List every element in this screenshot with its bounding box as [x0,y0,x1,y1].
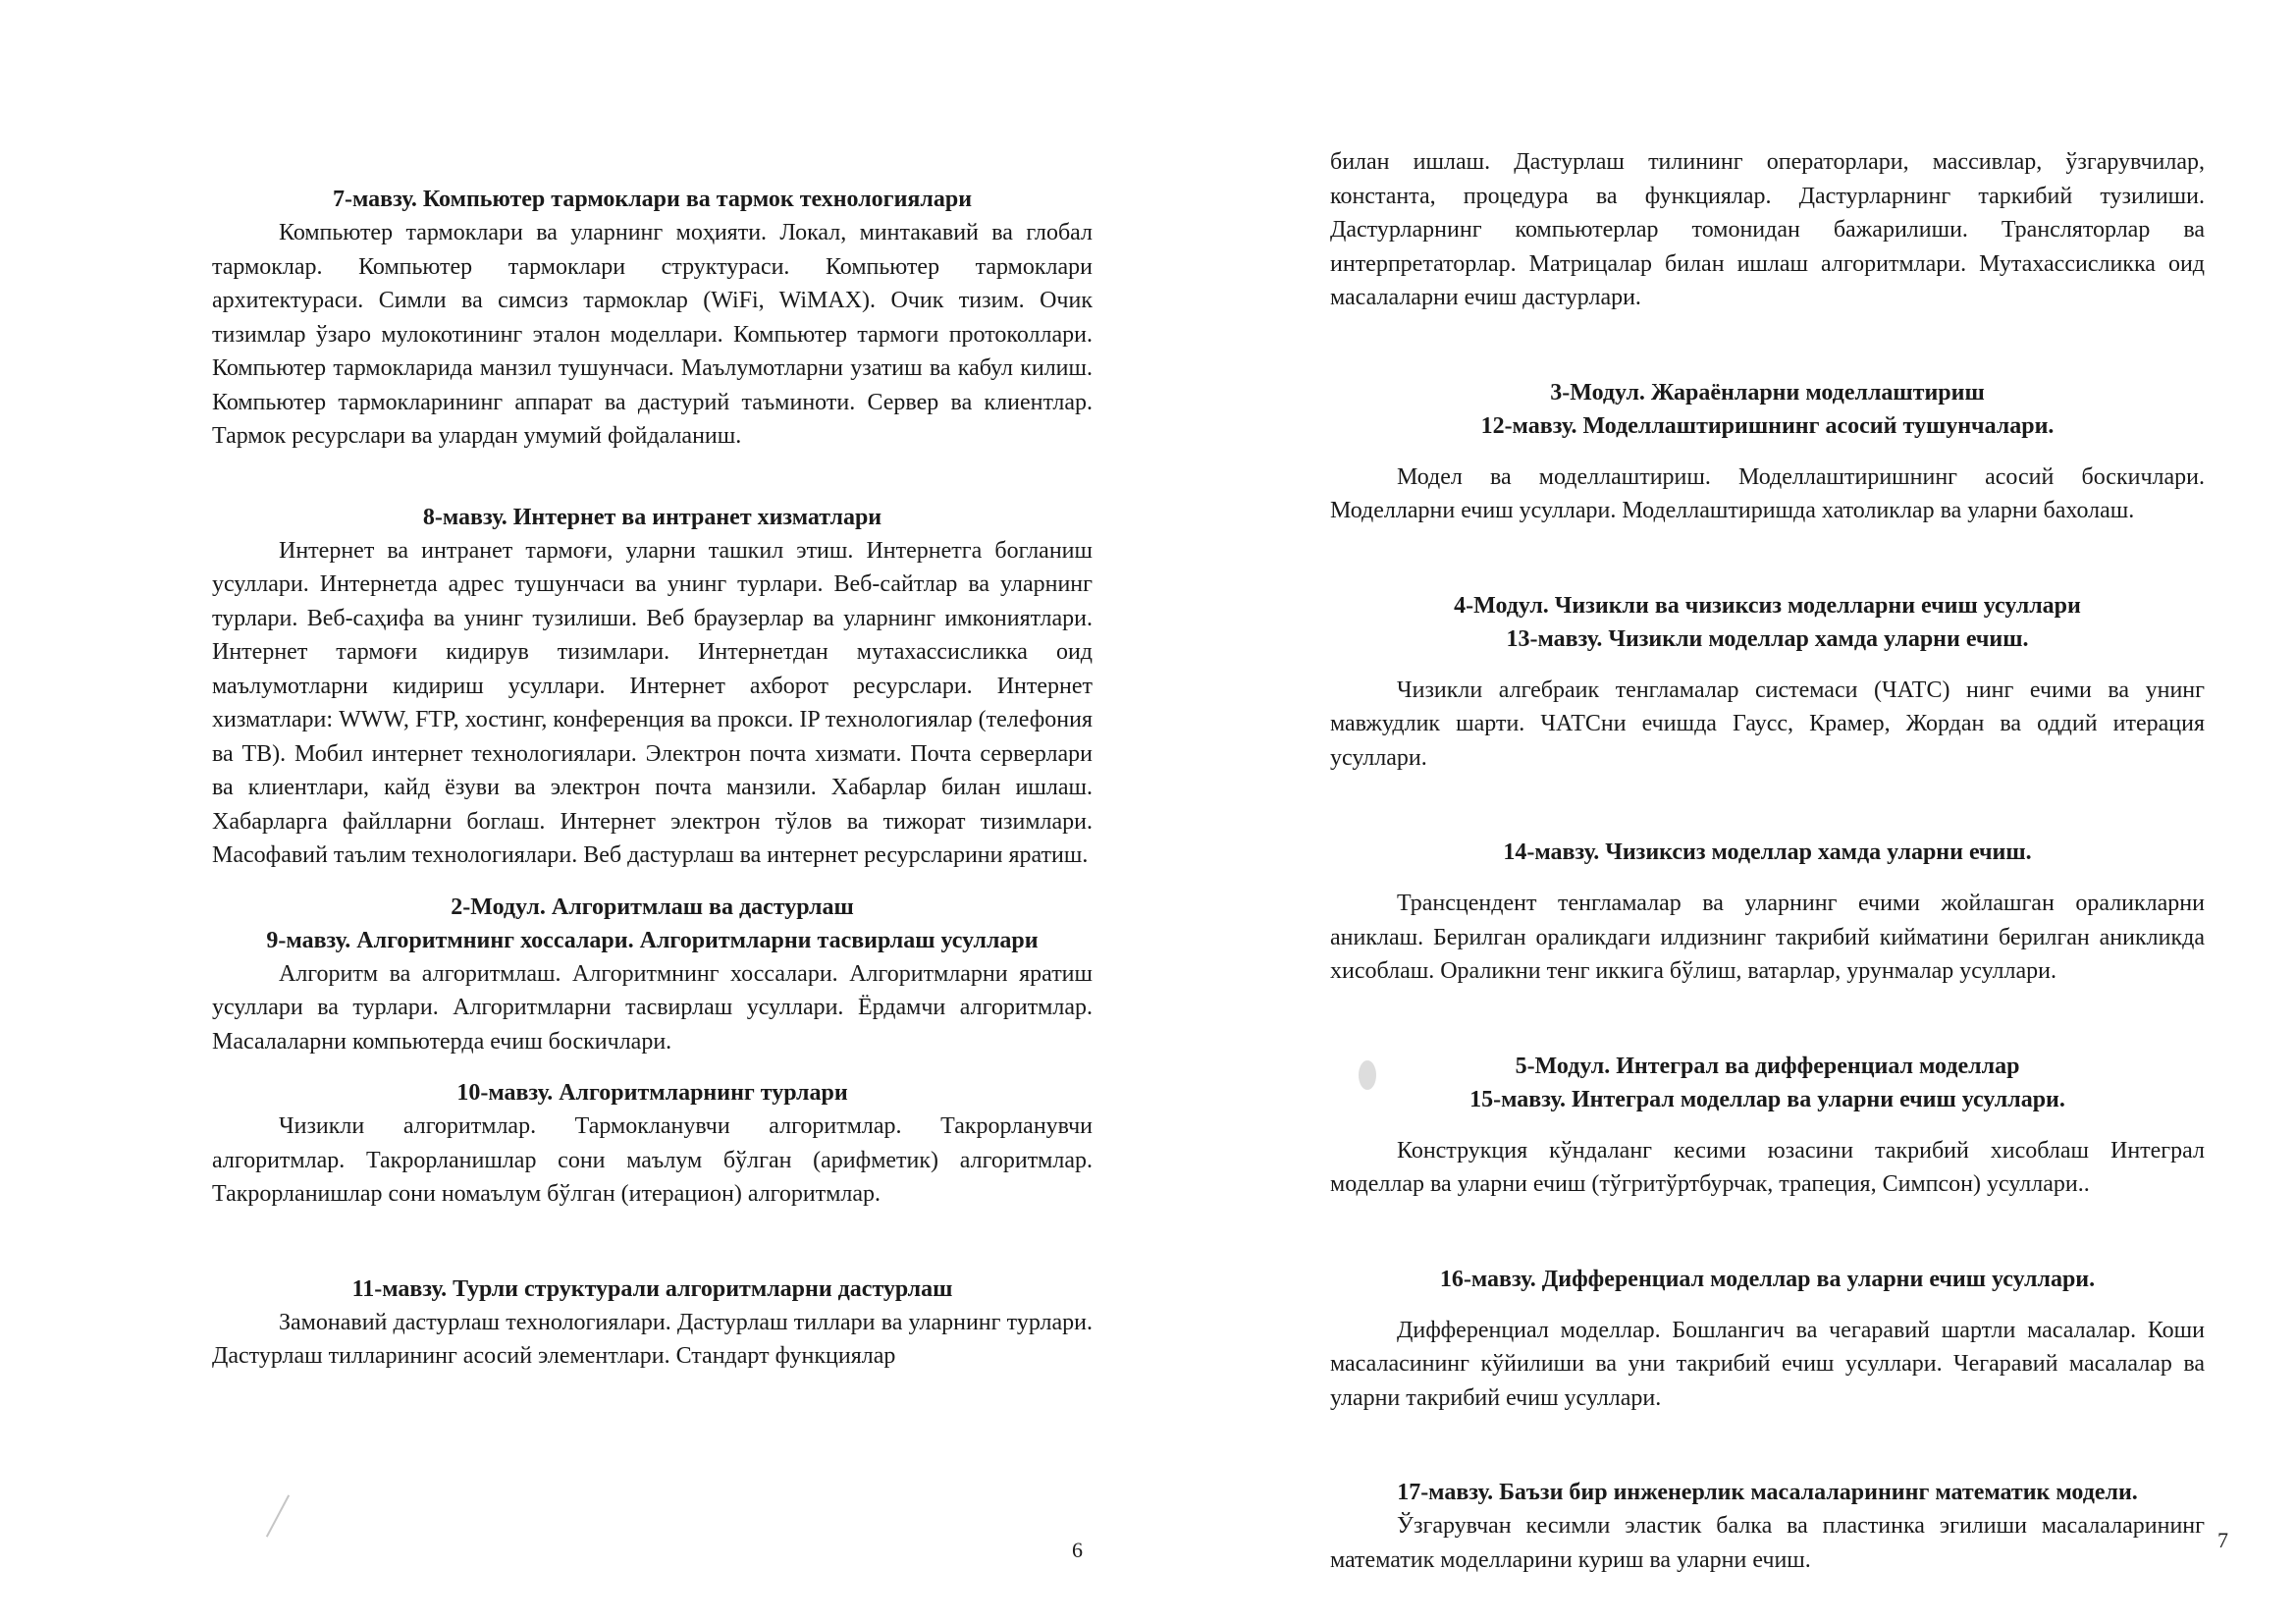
section-heading: 3-Модул. Жараёнларни моделлаштириш [1550,379,1985,406]
spacer [1330,775,2205,836]
section-heading: 15-мавзу. Интеграл моделлар ва уларни ечиш усуллари. [1469,1086,2065,1112]
right-page [1147,0,2296,1624]
spacer [212,1058,1093,1076]
spacer [212,454,1093,501]
spacer [1330,1202,2205,1263]
left-page-content [212,183,1093,1374]
spacer [1330,315,2205,376]
spacer [1330,1415,2205,1476]
left-page [0,0,1147,1624]
section-heading: 17-мавзу. Баъзи бир инженерлик масалаларининг математик модели. [1397,1480,2138,1505]
section-heading: 8-мавзу. Интернет ва интранет хизматлари [422,504,882,530]
body-paragraph: Чизикли алгоритмлар. Тармокланувчи алгоритмлар. Такрорланувчи алгоритмлар. Такрорланишлар сони маълум бўлган (арифметик) алгоритмлар. Такрорланишлар сони номаълум бўлган (итерацион) алгоритмлар. [212,1113,1093,1207]
right-page-content [1330,145,2205,1577]
section-heading: 9-мавзу. Алгоритмнинг хоссалари. Алгоритмларни тасвирлаш усуллари [266,927,1039,953]
spacer [212,1212,1093,1272]
spacer [1330,1116,2205,1134]
body-paragraph: билан ишлаш. Дастурлаш тилининг операторлари, массивлар, ўзгарувчилар, константа, процедура ва функциялар. Дастурларнинг таркибий тузилиши. Дастурларнинг компьютерлар томонидан бажарилиши. Трансляторлар ва интерпретаторлар. Матрицалар билан ишлаш алгоритмлари. Мутахассисликка оид масалаларни ечиш дастурлари. [1330,149,2205,310]
body-paragraph: Дифференциал моделлар. Бошлангич ва чегаравий шартли масалалар. Коши масаласининг кўйилиши ва уни такрибий ечиш усуллари. Чегаравий масалалар ва уларни такрибий ечиш усуллари. [1330,1317,2205,1411]
body-paragraph: Трансцендент тенгламалар ва уларнинг ечими жойлашган ораликларни аниклаш. Берилган ораликдаги илдизнинг такрибий кийматини берилган аникликда хисоблаш. Ораликни тенг иккига бўлиш, ватарлар, урунмалар усуллари. [1330,891,2205,984]
spacer [1330,443,2205,460]
body-paragraph: Чизикли алгебраик тенгламалар системаси (ЧАТС) нинг ечими ва унинг мавжудлик шарти. ЧАТСни ечишда Гаусс, Крамер, Жордан ва оддий итерация усуллари. [1330,677,2205,771]
body-paragraph: Компьютер тармоклари ва уларнинг моҳияти. Локал, минтакавий ва глобал тармоклар. Компьютер тармоклари структураси. Компьютер тармоклари архитектураси. Симли ва симсиз тармоклар (WiFi, WiMAX). Очик тизим. Очик тизимлар ўзаро мулокотининг эталон моделлари. Компьютер тармоги протоколлари. Компьютер тармокларида манзил тушунчаси. Маълумотларни узатиш ва кабул килиш. Компьютер тармокларининг аппарат ва дастурий таъминоти. Сервер ва клиентлар. Тармок ресурслари ва улардан умумий фойдаланиш. [212,220,1093,449]
spacer [1330,528,2205,589]
section-heading: 16-мавзу. Дифференциал моделлар ва уларни ечиш усуллари. [1439,1266,2096,1292]
body-paragraph: Модел ва моделлаштириш. Моделлаштиришнинг асосий боскичлари. Моделларни ечиш усуллари. Моделлаштиришда хатоликлар ва уларни бахолаш. [1330,463,2205,523]
body-paragraph: Замонавий дастурлаш технологиялари. Дастурлаш тиллари ва уларнинг турлари. Дастурлаш тилларининг асосий элементлари. Стандарт функциялар [212,1309,1093,1369]
body-paragraph: Интернет ва интранет тармоғи, уларни ташкил этиш. Интернетга богланиш усуллари. Интернетда адрес тушунчаси ва унинг турлари. Веб-сайтлар ва уларнинг турлари. Веб-саҳифа ва унинг тузилиши. Веб браузерлар ва уларнинг имкониятлари. Интернет тармоғи кидирув тизимлари. Интернетдан мутахассисликка оид маълумотларни кидириш усуллари. Интернет ахборот ресурслари. Интернет хизматлари: WWW, FTP, хостинг, конференция ва прокси. IP технологиялар (телефония ва ТВ). Мобил интернет технологиялари. Электрон почта хизмати. Почта серверлари ва клиентлари, кайд ёзуви ва электрон почта манзили. Хабарлар билан ишлаш. Хабарларга файлларни боглаш. Интернет электрон тўлов ва тижорат тизимлари. Масофавий таълим технологиялари. Веб дастурлаш ва интернет ресурсларини яратиш. [212,537,1093,868]
spacer [1330,989,2205,1050]
section-heading: 13-мавзу. Чизикли моделлар хамда уларни ечиш. [1506,625,2029,652]
ink-smudge [1359,1060,1376,1090]
body-paragraph: Ўзгарувчан кесимли эластик балка ва пластинка эгилиши масалаларининг математик моделларини куриш ва уларни ечиш. [1330,1513,2205,1573]
spacer [212,873,1093,891]
section-heading: 12-мавзу. Моделлаштиришнинг асосий тушунчалари. [1480,412,2055,439]
page-number: 7 [2217,1528,2228,1552]
section-heading: 4-Модул. Чизикли ва чизиксиз моделларни ечиш усуллари [1454,592,2081,619]
section-heading: 2-Модул. Алгоритмлаш ва дастурлаш [451,893,854,920]
section-heading: 10-мавзу. Алгоритмларнинг турлари [456,1080,848,1106]
pen-mark [266,1494,290,1537]
page-number: 6 [1072,1538,1083,1562]
spacer [1330,656,2205,674]
spacer [1330,1296,2205,1314]
section-heading: 14-мавзу. Чизиксиз моделлар хамда уларни ечиш. [1503,839,2032,865]
spacer [1330,869,2205,887]
body-paragraph: Алгоритм ва алгоритмлаш. Алгоритмнинг хоссалари. Алгоритмларни яратиш усуллари ва турлари. Алгоритмларни тасвирлаш усуллари. Ёрдамчи алгоритмлар. Масалаларни компьютерда ечиш боскичлари. [212,960,1093,1055]
section-heading: 11-мавзу. Турли структурали алгоритмларни дастурлаш [351,1275,953,1302]
section-heading: 7-мавзу. Компьютер тармоклари ва тармок технологиялари [332,187,973,212]
body-paragraph: Конструкция кўндаланг кесими юзасини такрибий хисоблаш Интеграл моделлар ва уларни ечиш (тўгритўртбурчак, трапеция, Симпсон) усуллари.. [1330,1137,2205,1197]
section-heading: 5-Модул. Интеграл ва дифференциал моделлар [1515,1053,2020,1079]
